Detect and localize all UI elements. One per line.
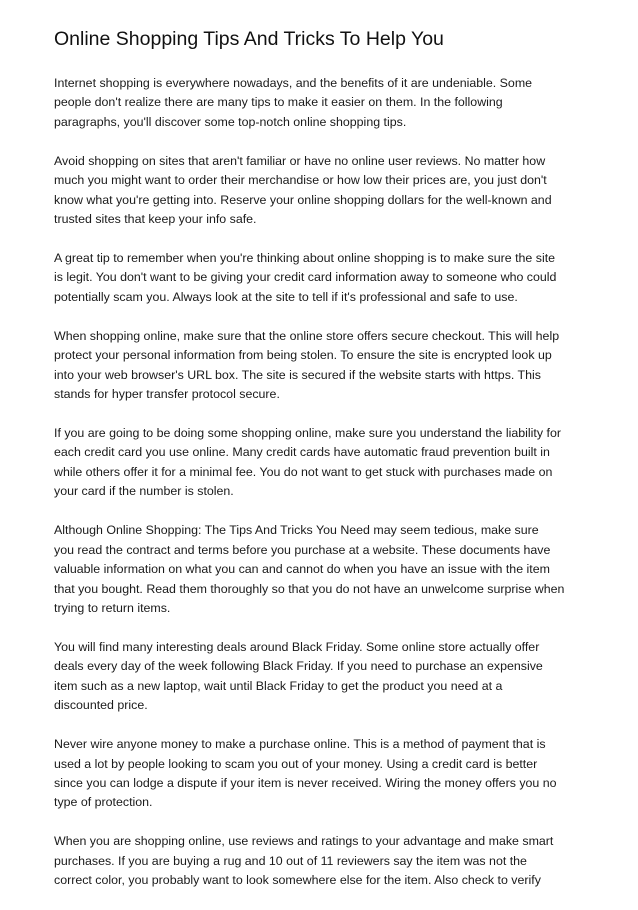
paragraph-line: you read the contract and terms before you purchase at a website. These documents have bbox=[54, 542, 551, 557]
paragraph-line: each credit card you use online. Many credit cards have automatic fraud prevention built in bbox=[54, 445, 550, 460]
paragraph-line: since you can lodge a dispute if your item is never received. Wiring the money offers you no bbox=[54, 775, 557, 790]
paragraph-line: A great tip to remember when you're thinking about online shopping is to make sure the site bbox=[54, 251, 556, 266]
document-title: Online Shopping Tips And Tricks To Help You bbox=[54, 28, 444, 50]
paragraph-line: protect your personal information from being stolen. To ensure the site is encrypted look up bbox=[54, 348, 552, 363]
paragraph-line: Internet shopping is everywhere nowadays, and the benefits of it are undeniable. Some bbox=[54, 76, 533, 90]
paragraph-line: trusted sites that keep your info safe. bbox=[54, 212, 257, 227]
paragraph bbox=[54, 424, 594, 502]
paragraph bbox=[54, 327, 594, 405]
paragraph-line: that you bought. Read them thoroughly so that you do not have an unwelcome surprise when bbox=[54, 581, 565, 596]
paragraph-line: trying to return items. bbox=[54, 600, 171, 615]
paragraph bbox=[54, 832, 594, 890]
paragraph-line: is legit. You don't want to be giving your credit card information away to someone who could bbox=[54, 270, 557, 285]
document-body bbox=[54, 74, 594, 891]
paragraph-line: Never wire anyone money to make a purchase online. This is a method of payment that is bbox=[54, 737, 546, 752]
paragraph bbox=[54, 74, 594, 132]
paragraph-line: much you might want to order their merchandise or how low their prices are, you just don't bbox=[54, 173, 547, 188]
paragraph-line: Avoid shopping on sites that aren't familiar or have no online user reviews. No matter how bbox=[54, 153, 546, 168]
paragraph-line: stands for hyper transfer protocol secure. bbox=[54, 387, 280, 402]
paragraph-line: item such as a new laptop, wait until Black Friday to get the product you need at a bbox=[54, 678, 503, 693]
paragraph-line: used a lot by people looking to scam you out of your money. Using a credit card is better bbox=[54, 756, 538, 771]
paragraph-line: valuable information on what you can and cannot do when you have an issue with the item bbox=[54, 562, 550, 577]
paragraph bbox=[54, 249, 594, 307]
paragraph-line: your card if the number is stolen. bbox=[54, 484, 234, 499]
paragraph-line: type of protection. bbox=[54, 795, 153, 810]
paragraph bbox=[54, 152, 594, 230]
document-page bbox=[54, 26, 594, 910]
paragraph-line: discounted price. bbox=[54, 698, 148, 713]
paragraph-line: while others offer it for a minimal fee. You do not want to get stuck with purchases made on bbox=[54, 464, 553, 479]
paragraph-line: know what you're getting into. Reserve your online shopping dollars for the well-known and bbox=[54, 192, 552, 207]
paragraph-line: into your web browser's URL box. The site is secured if the website starts with https. This bbox=[54, 367, 541, 382]
paragraph-line: potentially scam you. Always look at the site to tell if it's professional and safe to use. bbox=[54, 289, 518, 304]
paragraph-line: purchases. If you are buying a rug and 10 out of 11 reviewers say the item was not the bbox=[54, 853, 527, 868]
paragraph-line: Although Online Shopping: The Tips And Tricks You Need may seem tedious, make sure bbox=[54, 523, 539, 538]
paragraph-line: When you are shopping online, use reviews and ratings to your advantage and make smart bbox=[54, 834, 554, 849]
paragraph-line: When shopping online, make sure that the online store offers secure checkout. This will help bbox=[54, 328, 560, 343]
paragraph-line: deals every day of the week following Black Friday. If you need to purchase an expensive bbox=[54, 659, 543, 674]
paragraph bbox=[54, 638, 594, 716]
paragraph bbox=[54, 521, 594, 618]
paragraph-line: You will find many interesting deals around Black Friday. Some online store actually offer bbox=[54, 639, 540, 654]
paragraph-line: paragraphs, you'll discover some top-notch online shopping tips. bbox=[54, 114, 407, 129]
paragraph-line: correct color, you probably want to look somewhere else for the item. Also check to verify bbox=[54, 873, 541, 888]
paragraph-line: people don't realize there are many tips to make it easier on them. In the following bbox=[54, 95, 503, 110]
paragraph bbox=[54, 735, 594, 813]
paragraph-line: If you are going to be doing some shopping online, make sure you understand the liability for bbox=[54, 426, 561, 441]
